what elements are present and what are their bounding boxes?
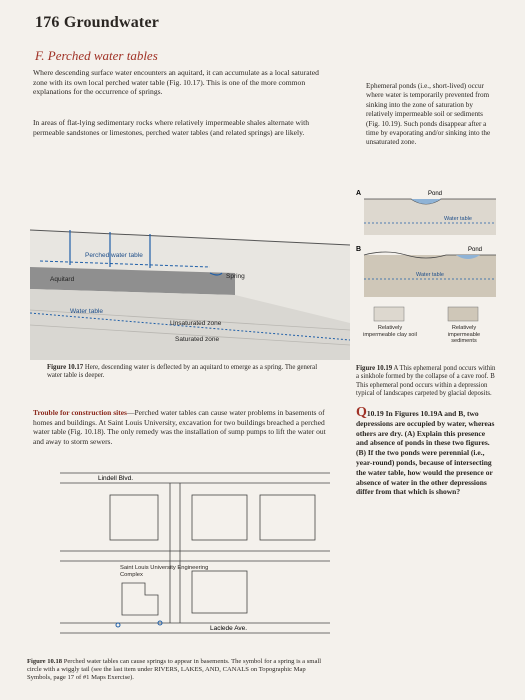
figure-10-17-text: Here, descending water is deflected by an aquitard to emerge as a spring. The general water table is deeper. [47, 364, 318, 380]
section-title: F. Perched water tables [35, 48, 158, 63]
building-block [192, 495, 247, 540]
water-table-label: Water table [70, 308, 103, 315]
water-table-b-label: Water table [416, 272, 444, 278]
paragraph-1: Where descending surface water encounters an aquitard, it can accumulate as a local saturated zone with its own local perched water table (Fig. 10.17). This is one of the more common explanations for the occurrence of springs. [33, 68, 319, 97]
figure-10-18-caption [27, 658, 327, 683]
figure-b-label: B [356, 246, 362, 253]
clay-soil-swatch [374, 307, 404, 321]
trouble-lead: Trouble for construction sites [33, 408, 127, 417]
figure-10-19-caption [356, 365, 496, 399]
trouble-text: —Perched water tables can cause water problems in basements of homes and buildings. At Saint Louis University, excavation for two buildings breached a perched water table (Fig. 10.18). The only remedy was the installation of sump pumps to lift the water out and away to storm sewers. [33, 408, 326, 446]
perched-water-table-label: Perched water table [85, 252, 143, 259]
building-block [110, 495, 158, 540]
page-header [35, 14, 159, 32]
figure-10-17-caption [47, 364, 327, 381]
unsaturated-zone-label: Unsaturated zone [170, 320, 222, 327]
figure-a-label: A [356, 190, 362, 197]
figure-10-17-number: Figure 10.17 [47, 364, 84, 371]
question-10-19 [356, 405, 496, 497]
trouble-paragraph [33, 408, 328, 446]
saturated-zone-label: Saturated zone [175, 336, 220, 343]
engineering-complex-label: Saint Louis University Engineering Complex [120, 565, 209, 578]
question-text: In Figures 10.19A and B, two depressions are occupied by water, whereas others are dry. (A) Explain this presence and absence of ponds in these two figures. (B) If the two ponds were perennial (i.e., year-round) ponds, because of intersecting the water table, how would the presence or absence of water in the other depressions differ from that which is shown? [356, 409, 495, 497]
spring-label: Spring [226, 273, 245, 280]
aquitard-label: Aquitard [50, 276, 75, 283]
lindell-blvd-label: Lindell Blvd. [98, 475, 134, 482]
water-table-a-label: Water table [444, 216, 472, 222]
sidebar-ephemeral-ponds: Ephemeral ponds (i.e., short-lived) occur where water is temporarily prevented from sinking into the zone of saturation by relatively impermeable soil or sediments (Fig. 10.19). Such ponds disappear after a time by evaporating and/or sinking into the unsaturated zone. [366, 82, 491, 147]
engineering-complex-building [122, 583, 158, 615]
chapter-title: Groundwater [63, 14, 160, 31]
paragraph-2: In areas of flat-lying sedimentary rocks where relatively impermeable shales alternate with permeable sandstones or limestones, perched water tables (and related springs) are likely. [33, 118, 310, 137]
question-mark: Q [356, 405, 367, 420]
figure-10-19-text: A This ephemeral pond occurs within a sinkhole formed by the collapse of a cave roof. B This ephemeral pond occurs within a depression typical of landscapes carpeted by glacial deposits. [356, 365, 496, 398]
sediments-label: Relatively impermeable sediments [447, 325, 481, 345]
pond-b-label: Pond [468, 247, 483, 253]
pond-a-label: Pond [428, 191, 443, 197]
figure-10-17-diagram [30, 205, 350, 360]
spring-symbol-icon [116, 623, 120, 627]
clay-soil-label: Relatively impermeable clay soil [363, 325, 417, 338]
page-number: 176 [35, 14, 60, 31]
figure-10-18-text: Perched water tables can cause springs to appear in basements. The symbol for a spring is a small circle with a wiggly tail (see the last item under RIVERS, LAKES, AND, CANALS on Topographic Map Symbols, page 17 of #1 Maps Exercise). [27, 658, 322, 682]
figure-10-19-diagram [356, 185, 501, 360]
figure-10-18-number: Figure 10.18 [27, 658, 63, 665]
question-number: 10.19 [366, 409, 384, 418]
building-block [260, 495, 315, 540]
figure-10-19-number: Figure 10.19 [356, 365, 393, 372]
figure-10-18-map [60, 465, 330, 655]
laclede-ave-label: Laclede Ave. [210, 625, 248, 632]
sediments-swatch [448, 307, 478, 321]
